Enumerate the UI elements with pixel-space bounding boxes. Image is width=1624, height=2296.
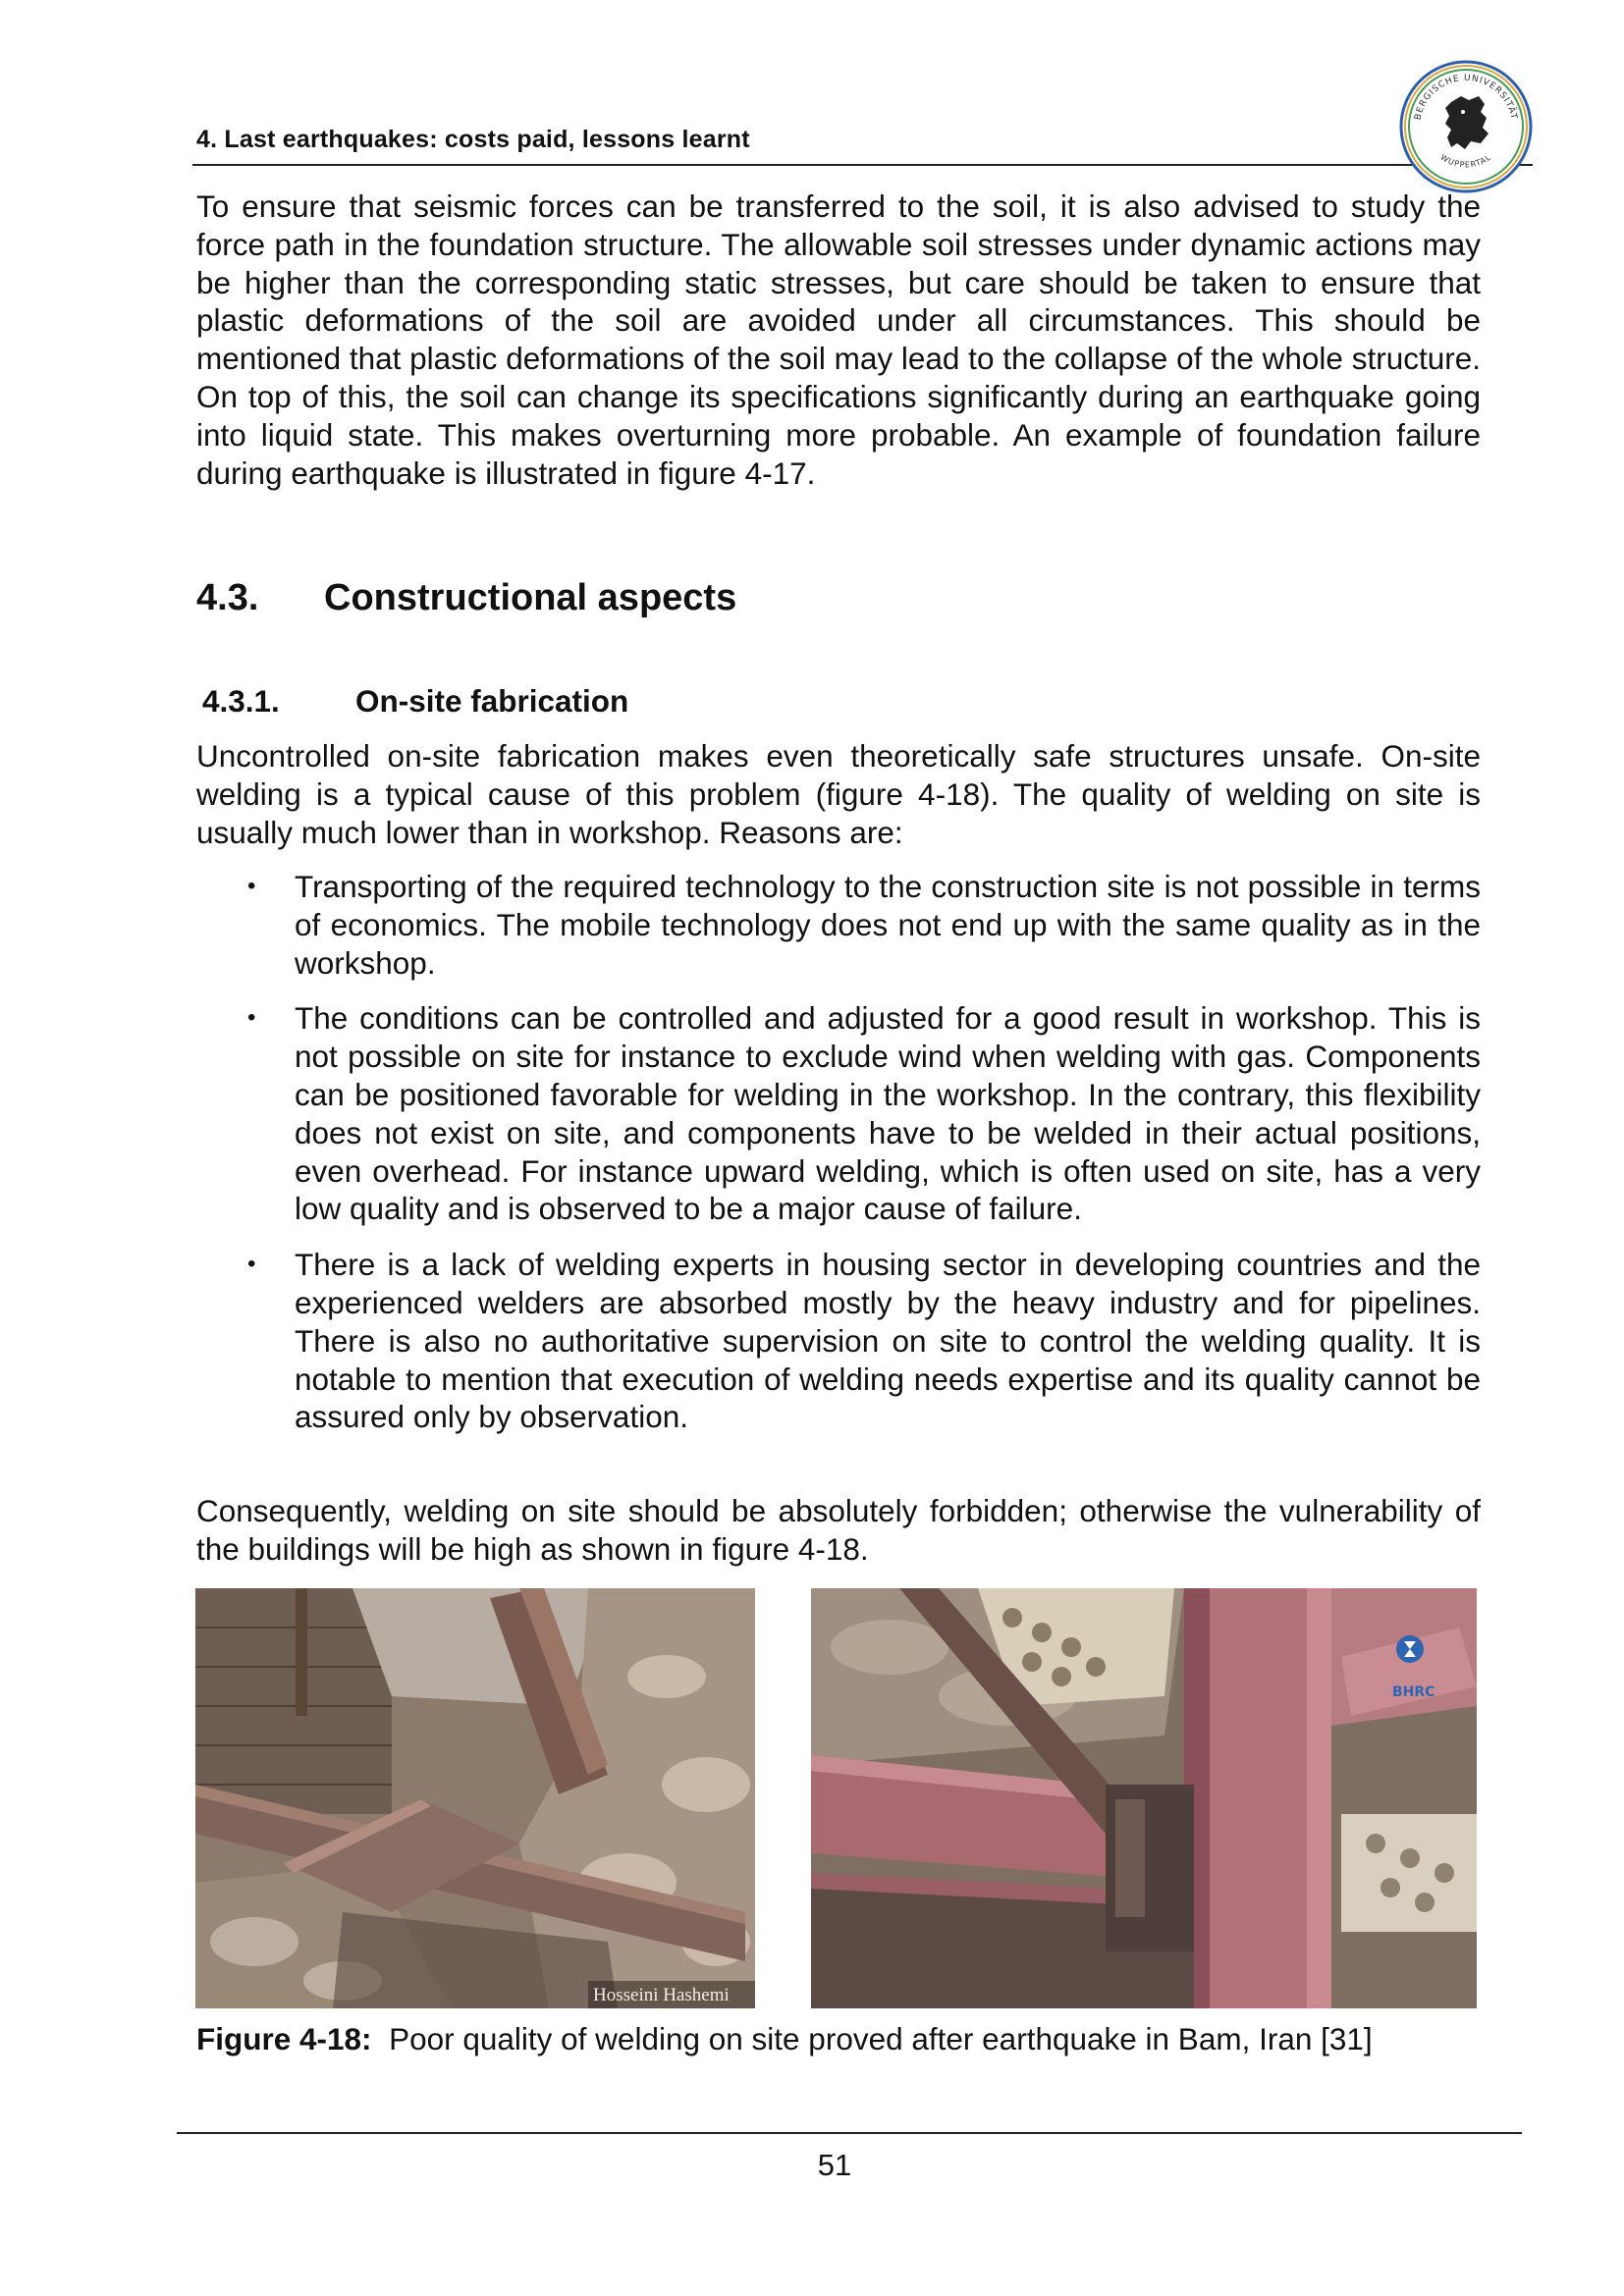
reasons-list <box>196 868 1481 1454</box>
subsection-number: 4.3.1. <box>202 683 280 719</box>
lion-crest-icon <box>1445 96 1489 149</box>
list-item-text: There is a lack of welding experts in housing sector in developing countries and the experienced welders are absorbed mostly by the heavy industry and for pipelines. There is also no authoritative supervision on site to control the welding quality. It is notable to mention that execution of welding needs expertise and its quality cannot be assured only by observation. <box>295 1247 1481 1435</box>
bullet-icon: • <box>247 1251 256 1278</box>
running-header: 4. Last earthquakes: costs paid, lessons learnt <box>196 126 750 153</box>
section-number: 4.3. <box>196 577 259 618</box>
subsection-heading <box>202 683 628 720</box>
list-item-text: Transporting of the required technology to the construction site is not possible in terms of economics. The mobile technology does not end up with the same quality as in the workshop. <box>295 869 1481 981</box>
intro-paragraph: To ensure that seismic forces can be transferred to the soil, it is also advised to study the force path in the foundation structure. The allowable soil stresses under dynamic actions may be higher than the corresponding static stresses, but care should be taken to ensure that plastic deformations of the soil are avoided under all circumstances. This should be mentioned that plastic deformations of the soil may lead to the collapse of the whole structure. On top of this, the soil can change its specifications significantly during an earthquake going into liquid state. This makes overturning more probable. An example of foundation failure during earthquake is illustrated in figure 4-17. <box>196 188 1481 491</box>
fabrication-paragraph: Uncontrolled on-site fabrication makes even theoretically safe structures unsafe. On-site welding is a typical cause of this problem (figure 4-18). The quality of welding on site is usually much lower than in workshop. Reasons are: <box>196 738 1481 850</box>
caption-label: Figure 4-18: <box>196 2021 372 2056</box>
bhrc-watermark-icon <box>1396 1635 1424 1663</box>
university-logo <box>1398 59 1534 194</box>
bullet-icon: • <box>247 873 256 899</box>
figure-photo-right <box>811 1588 1477 2008</box>
bullet-icon: • <box>247 1004 256 1032</box>
figure-photo-left <box>195 1588 755 2008</box>
photo-credit: Hosseini Hashemi <box>593 1985 730 2005</box>
list-item <box>196 1246 1481 1436</box>
list-item-text: The conditions can be controlled and adjusted for a good result in workshop. This is not possible on site for instance to exclude wind when welding with gas. Components can be positioned favorable for welding in the workshop. In the contrary, this flexibility does not exist on site, and components have to be welded in their actual positions, even overhead. For instance upward welding, which is often used on site, has a very low quality and is observed to be a major cause of failure. <box>295 1000 1481 1227</box>
section-heading <box>196 577 736 619</box>
header-rule <box>192 164 1533 166</box>
watermark-text: BHRC <box>1392 1684 1435 1700</box>
svg-text:BERGISCHE UNIVERSITÄT: BERGISCHE UNIVERSITÄT <box>1413 73 1519 122</box>
list-item <box>196 999 1481 1228</box>
svg-text:WUPPERTAL: WUPPERTAL <box>1438 152 1493 170</box>
footer-rule <box>177 2132 1522 2134</box>
caption-text: Poor quality of welding on site proved after earthquake in Bam, Iran [31] <box>389 2021 1373 2056</box>
list-item <box>196 868 1481 982</box>
figure-caption <box>196 2020 1373 2057</box>
conclusion-paragraph: Consequently, welding on site should be absolutely forbidden; otherwise the vulnerability of the buildings will be high as shown in figure 4-18. <box>196 1493 1481 1567</box>
page-number: 51 <box>817 2148 852 2182</box>
subsection-title: On-site fabrication <box>355 683 629 719</box>
section-title: Constructional aspects <box>324 577 737 618</box>
